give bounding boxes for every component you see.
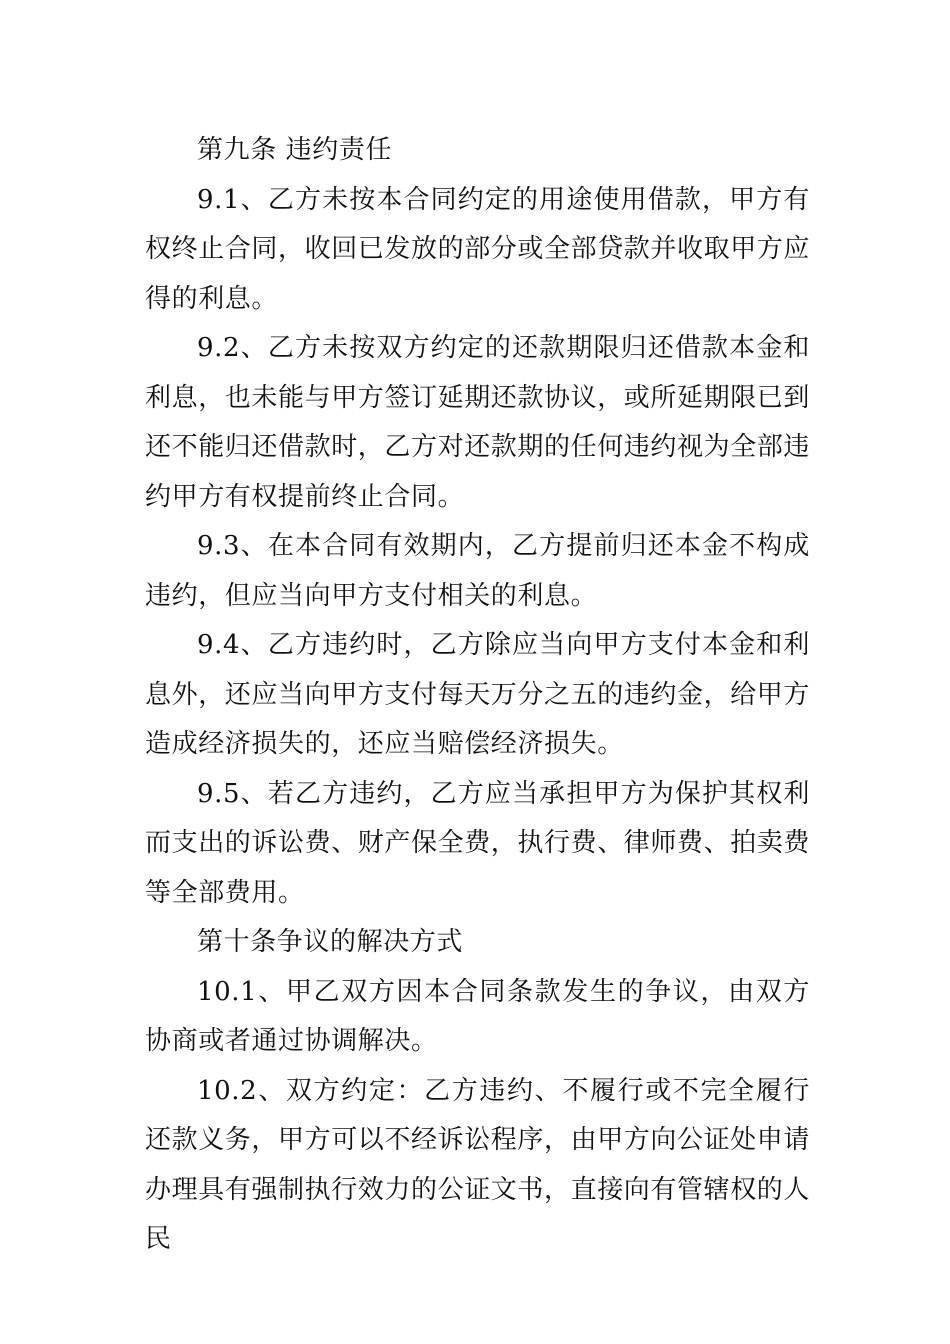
article-10-heading: 第十条争议的解决方式	[197, 927, 464, 957]
clause-9-3: 9.3、在本合同有效期内，乙方提前归还本金不构成违约，但应当向甲方支付相关的利息。	[145, 531, 810, 611]
clause-9-2: 9.2、乙方未按双方约定的还款期限归还借款本金和利息，也未能与甲方签订延期还款协议，或所延期限已到还不能归还借款时，乙方对还款期的任何违约视为全部违约甲方有权提前终止合同。	[145, 333, 811, 512]
clause-9-5: 9.5、若乙方违约，乙方应当承担甲方为保护其权利而支出的诉讼费、财产保全费，执行费、律师费、拍卖费等全部费用。	[145, 778, 811, 908]
clause-10-2: 10.2、双方约定：乙方违约、不履行或不完全履行还款义务，甲方可以不经诉讼程序，由甲方向公证处申请办理具有强制执行效力的公证文书，直接向有管辖权的人民	[145, 1075, 811, 1254]
clause-10-1: 10.1、甲乙双方因本合同条款发生的争议，由双方协商或者通过协调解决。	[145, 976, 810, 1056]
article-9-heading: 第九条 违约责任	[197, 135, 393, 165]
document-body	[145, 126, 810, 1265]
clause-9-4: 9.4、乙方违约时，乙方除应当向甲方支付本金和利息外，还应当向甲方支付每天万分之五的违约金，给甲方造成经济损失的，还应当赔偿经济损失。	[145, 630, 811, 759]
clause-9-1: 9.1、乙方未按本合同约定的用途使用借款，甲方有权终止合同，收回已发放的部分或全部贷款并收取甲方应得的利息。	[145, 184, 811, 314]
